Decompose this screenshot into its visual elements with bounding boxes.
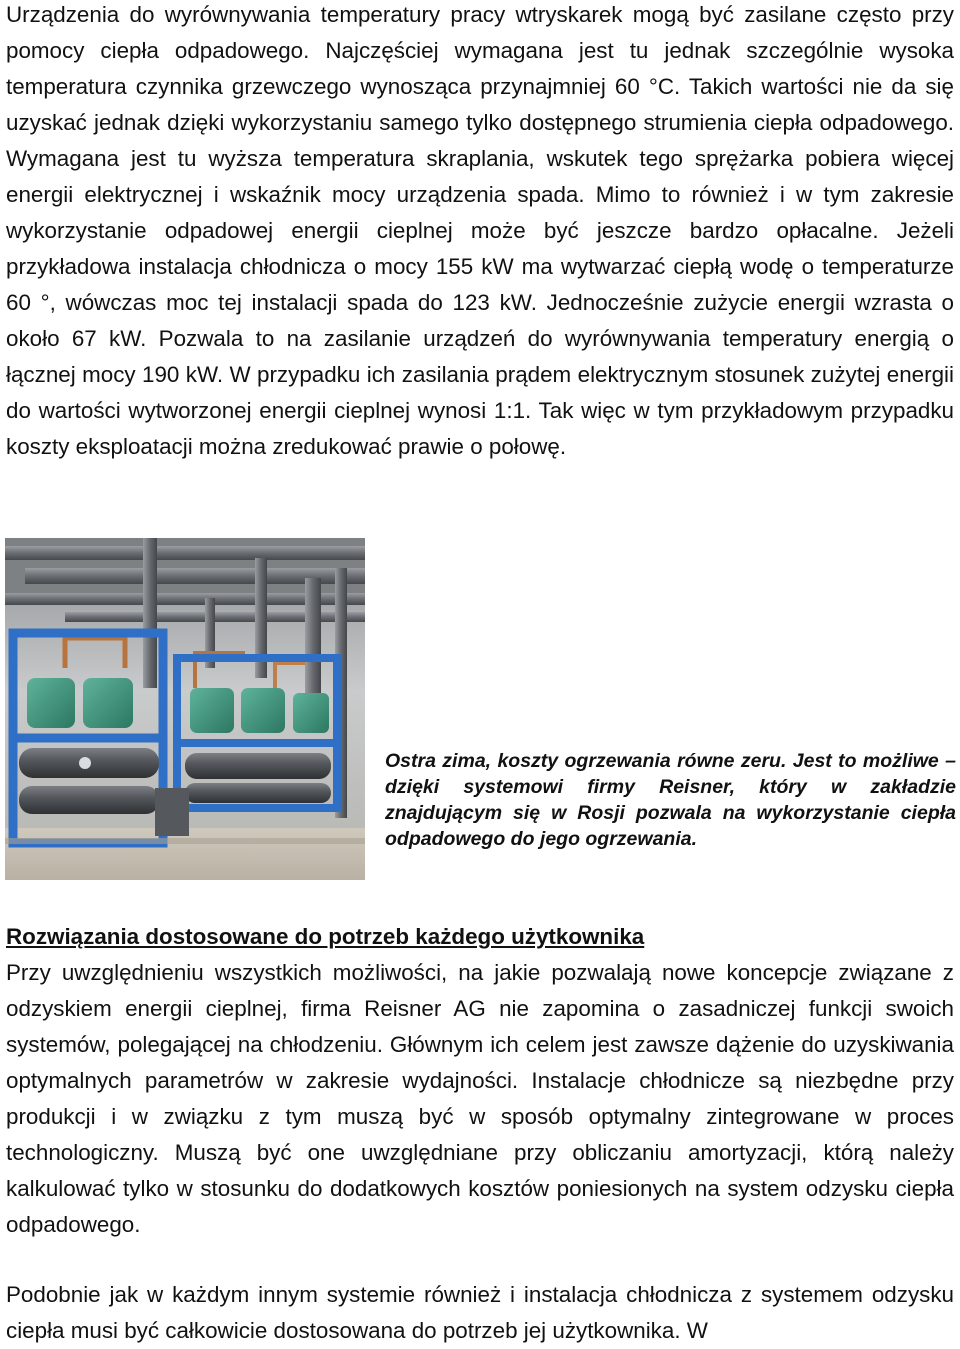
closing-paragraph: Podobnie jak w każdym innym systemie również i instalacja chłodnicza z systemem odzysku ciepła musi być całkowicie dostosowana do potrzeb jej użytkownika. W [6,1282,954,1343]
photo-caption: Ostra zima, koszty ogrzewania równe zeru. Jest to możliwe – dzięki systemowi firmy Reisner, który w zakładzie znajdującym się w Rosji pozwala na wykorzystanie ciepła odpadowego do jego ogrzewania. [385,750,956,850]
refrigeration-plant-photo [5,538,365,880]
section-heading: Rozwiązania dostosowane do potrzeb każdego użytkownika [6,924,645,949]
intro-paragraph: Urządzenia do wyrównywania temperatury pracy wtryskarek mogą być zasilane często przy pomocy ciepła odpadowego. Najczęściej wymagana jest tu jednak szczególnie wysoka temperatura czynnika grzewczego wynosząca przynajmniej 60 °C. Takich wartości nie da się uzyskać jednak dzięki wykorzystaniu samego tylko dostępnego strumienia ciepła odpadowego. Wymagana jest tu wyższa temperatura skraplania, wskutek tego sprężarka pobiera więcej energii elektrycznej i wskaźnik mocy urządzenia spada. Mimo to również i w tym zakresie wykorzystanie odpadowej energii cieplnej może być jeszcze bardzo opłacalne. Jeżeli przykładowa instalacja chłodnicza o mocy 155 kW ma wytwarzać ciepłą wodę o temperaturze 60 °, wówczas moc tej instalacji spada do 123 kW. Jednocześnie zużycie energii wzrasta o około 67 kW. Pozwala to na zasilanie urządzeń do wyrównywania temperatury energią o łącznej mocy 190 kW. W przypadku ich zasilania prądem elektrycznym stosunek zużytej energii do wartości wytworzonej energii cieplnej wynosi 1:1. Tak więc w tym przykładowym przypadku koszty eksploatacji można zredukować prawie o połowę. [6,2,954,459]
section-paragraph: Przy uwzględnieniu wszystkich możliwości, na jakie pozwalają nowe koncepcje związane z odzyskiem energii cieplnej, firma Reisner AG nie zapomina o zasadniczej funkcji swoich systemów, polegającej na chłodzeniu. Głównym ich celem jest zawsze dążenie do uzyskiwania optymalnych parametrów w zakresie wydajności. Instalacje chłodnicze są niezbędne przy produkcji i w związku z tym muszą być w sposób optymalny zintegrowane w proces technologiczny. Muszą być one uwzględniane przy obliczaniu amortyzacji, którą należy kalkulować tylko w stosunku do dodatkowych kosztów poniesionych na system odzysku ciepła odpadowego. [6,960,954,1237]
